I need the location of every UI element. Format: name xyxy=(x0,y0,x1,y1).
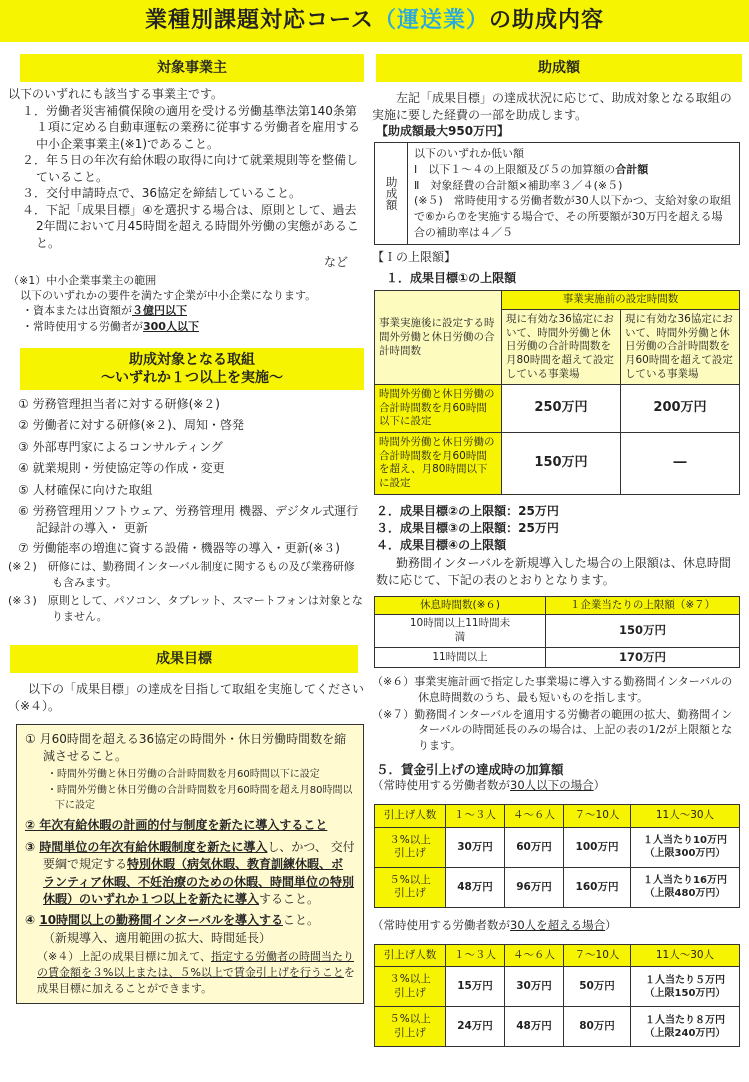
target-item-2: ２．年５日の年次有給休暇の取得に向けて就業規則等を整備していること。 xyxy=(22,153,359,184)
title-suffix: の助成内容 xyxy=(488,8,604,33)
w1-row-2-v3: 160万円 xyxy=(564,867,631,907)
wage-sub-1-b: 30人以下の場合 xyxy=(510,778,594,793)
w2-header-1: １～３人 xyxy=(446,944,505,967)
t1-col-1: 現に有効な36協定において、時間外労働と休日労働の合計時間数を月80時間を超えて設定している事業場 xyxy=(502,310,621,385)
effort-item-2: ② 労働者に対する研修(※２)、周知・啓発 xyxy=(18,418,244,433)
t1-corner: 事業実施後に設定する時間外労働と休日労働の合計時間数 xyxy=(375,291,502,385)
goal-1-sub-2: ・時間外労働と休日労働の合計時間数を月60時間を超え月80時間以下に設定 xyxy=(47,785,353,811)
w1-row-1-label: ３%以上引上げ xyxy=(375,827,446,867)
effort-item-4: ④ 就業規則・労使協定等の作成・変更 xyxy=(18,461,225,476)
t1-row-1-value-2: 200万円 xyxy=(621,385,740,433)
w1-row-1-v2: 60万円 xyxy=(505,827,564,867)
goals-intro: 以下の「成果目標」の達成を目指して取組を実施してください（※４）。 xyxy=(8,681,365,713)
w1-row-1-v4-line2: （上限300万円） xyxy=(644,848,726,860)
title-prefix: 業種別課題対応コース xyxy=(145,8,374,33)
effort-item-3: ③ 外部専門家によるコンサルティング xyxy=(18,439,223,454)
sme-note-employees xyxy=(8,319,364,334)
t1-row-2-value-2: ― xyxy=(621,433,740,495)
target-item-1: １．労働者災害補償保険の適用を受ける労働基準法第140条第１項に定める自動車運転の業務に従事する労働者を雇用する中小企業事業主(※1)であること。 xyxy=(22,103,361,151)
note-6: （※６）事業実施計画で指定した事業場に導入する勤務間インターバルの休息時間数のうち、最も短いものを指します。 xyxy=(372,675,733,704)
sme-note xyxy=(8,273,364,334)
w2-row-2-v3: 80万円 xyxy=(564,1007,631,1047)
interval-limit-table xyxy=(374,596,740,669)
goal-4-text: 勤務間インターバルを新規導入した場合の上限額は、休息時間数に応じて、下記の表のとおりとなります。 xyxy=(376,555,731,588)
target-section xyxy=(8,86,364,334)
grant-line-0: 以下のいずれか低い額 xyxy=(414,146,524,160)
goal-4-sub: （新規導入、適用範囲の拡大、時間延長） xyxy=(43,930,272,945)
t1-row-2-value-1: 150万円 xyxy=(502,433,621,495)
w1-row-1-v4 xyxy=(631,827,740,867)
goal-4-part-b: こと。 xyxy=(282,913,319,928)
sme-note-capital-value: ３億円以下 xyxy=(132,304,187,318)
goal-1-sub-1: ・時間外労働と休日労働の合計時間数を月60時間以下に設定 xyxy=(47,768,320,780)
page-title xyxy=(0,0,749,42)
w2-header-3: ７～10人 xyxy=(564,944,631,967)
w2-header-0: 引上げ人数 xyxy=(375,944,446,967)
goals-note-4-b: 指定する労働者の時間当たりの賃金額を３%以上または、５%以上で賃金引上げを行うこと xyxy=(37,950,354,979)
w2-row-1-v4-line1: １人当たり５万円 xyxy=(645,974,725,986)
w2-row-1-v3: 50万円 xyxy=(564,967,631,1007)
w1-row-2-v2: 96万円 xyxy=(505,867,564,907)
t1-row-1-label: 時間外労働と休日労働の合計時間数を月60時間以下に設定 xyxy=(375,385,502,433)
w2-header-4: 11人～30人 xyxy=(631,944,740,967)
effort-item-5: ⑤ 人材確保に向けた取組 xyxy=(18,482,153,497)
t2-row-2-value: 170万円 xyxy=(546,647,740,668)
w2-row-2-label: ５%以上引上げ xyxy=(375,1007,446,1047)
w1-row-1-v3: 100万円 xyxy=(564,827,631,867)
goal-3-limit: ３．成果目標③の上限額：25万円 xyxy=(376,521,559,536)
w2-header-2: ４～６人 xyxy=(505,944,564,967)
note-7: （※７）勤務間インターバルを適用する労働者の範囲の拡大、勤務間インターバルの時間延長のみの場合は、上記の表の1/2が上限額となります。 xyxy=(372,707,733,752)
wage-sub-2-c: ） xyxy=(605,917,617,932)
t1-row-2-label: 時間外労働と休日労働の合計時間数を月60時間を超え、月80時間以下に設定 xyxy=(375,433,502,495)
w1-row-1-v1: 30万円 xyxy=(446,827,505,867)
w1-header-0: 引上げ人数 xyxy=(375,805,446,828)
effort-item-1: ① 労務管理担当者に対する研修(※２) xyxy=(18,397,220,412)
goal-3-part-b: し、かつ、 交付要綱で規定する xyxy=(43,839,355,872)
target-intro: 以下のいずれにも該当する事業主です。 xyxy=(8,87,224,101)
sme-note-capital xyxy=(8,303,364,318)
sme-note-employees-label: ・常時使用する労働者が xyxy=(22,319,143,333)
w1-header-1: １～３人 xyxy=(446,805,505,828)
w2-row-1-v4 xyxy=(631,967,740,1007)
sme-note-employees-value: 300人以下 xyxy=(143,319,199,333)
sme-note-body: 以下のいずれかの要件を満たす企業が中小企業になります。 xyxy=(20,289,317,303)
goal-3-num: ③ xyxy=(25,839,40,854)
goal-2: ② 年次有給休暇の計画的付与制度を新たに導入すること xyxy=(25,818,328,833)
w1-header-2: ４～６人 xyxy=(505,805,564,828)
sme-note-title: （※1）中小企業事業主の範囲 xyxy=(8,274,157,288)
goals-note-4 xyxy=(25,949,355,997)
goals-note-4-c: を成果目標に加えることができます。 xyxy=(37,966,355,995)
target-nado: など xyxy=(323,255,348,270)
sme-note-capital-label: ・資本または出資額が xyxy=(22,304,132,318)
goals-heading: 成果目標 xyxy=(10,645,358,673)
w1-header-3: ７～10人 xyxy=(564,805,631,828)
goal-3 xyxy=(25,839,355,909)
goals-note-4-a: （※４）上記の成果目標に加えて、 xyxy=(37,950,211,964)
grant-line-1-a: Ⅰ 以下１～４の上限額及び５の加算額の xyxy=(414,162,616,176)
grant-intro: 左記「成果目標」の達成状況に応じて、助成対象となる取組の実施に要した経費の一部を助成します。 xyxy=(372,91,732,122)
t2-row-2-label: 11時間以上 xyxy=(375,647,546,668)
goal-1: ① 月60時間を超える36協定の時間外・休日労働時間数を縮減させること。 xyxy=(25,732,347,764)
wage-sub-2 xyxy=(372,918,742,934)
t1-col-2: 現に有効な36協定において、時間外労働と休日労働の合計時間数を月60時間を超えて設定している事業場 xyxy=(621,310,740,385)
grant-note-5: (※５) 常時使用する労働者数が30人以下かつ、支給対象の取組で⑥から⑦を実施する場合で、その所要額が30万円を超える場合の補助率は４／５ xyxy=(414,194,732,240)
wage-sub-2-a: （常時使用する労働者数が xyxy=(372,917,510,932)
wage-sub-1-a: （常時使用する労働者数が xyxy=(372,778,510,793)
t2-row-1-value: 150万円 xyxy=(546,615,740,647)
t2-header-2: １企業当たりの上限額（※７） xyxy=(546,596,740,615)
t1-top-header: 事業実施前の設定時間数 xyxy=(502,291,740,310)
right-column xyxy=(372,54,742,1047)
left-column xyxy=(8,54,364,1004)
grant-line-1 xyxy=(414,162,733,178)
w1-row-2-v1: 48万円 xyxy=(446,867,505,907)
goal-2-limit: ２．成果目標②の上限額：25万円 xyxy=(376,503,559,518)
grant-max: 【助成額最大950万円】 xyxy=(376,124,510,139)
goals-box xyxy=(16,724,364,1004)
target-heading: 対象事業主 xyxy=(20,54,364,82)
grant-heading: 助成額 xyxy=(376,54,742,82)
w2-row-1-label: ３%以上引上げ xyxy=(375,967,446,1007)
t2-row-1-label: 10時間以上11時間未満 xyxy=(375,615,546,647)
goal-3-part-d: すること。 xyxy=(259,891,320,906)
goal-3-part-c: 特別休暇（病気休暇、教育訓練休暇、ボランティア休暇、不妊治療のための休暇、時間単位の特別休暇）のいずれか１つ以上を新たに導入 xyxy=(43,857,355,906)
w2-row-1-v4-line2: （上限150万円） xyxy=(644,987,726,999)
other-limits xyxy=(372,503,742,590)
efforts-heading-line1: 助成対象となる取組 xyxy=(129,351,255,368)
goal-4-limit: ４．成果目標④の上限額 xyxy=(376,538,507,553)
w1-row-1-v4-line1: １人当たり10万円 xyxy=(643,835,727,847)
efforts-heading-line2: ～いずれか１つ以上を実施～ xyxy=(101,369,283,386)
t2-header-1: 休息時間数(※６) xyxy=(375,596,546,615)
efforts-heading xyxy=(20,348,364,390)
grant-label-cell xyxy=(375,142,408,245)
goal-4 xyxy=(25,912,355,929)
wage-sub-1-c: ） xyxy=(593,778,606,793)
effort-item-6: ⑥ 労務管理用ソフトウェア、労務管理用 機器、デジタル式運行記録計の導入・ 更新 xyxy=(18,504,359,536)
target-item-3: ３．交付申請時点で、36協定を締結していること。 xyxy=(22,186,302,201)
w1-row-2-v4-line2: （上限480万円） xyxy=(644,888,726,900)
w2-row-1-v2: 30万円 xyxy=(505,967,564,1007)
efforts-note-2: (※２) 研修には、勤務間インターバル制度に関するもの及び業務研修も含みます。 xyxy=(8,560,355,590)
w1-row-2-v4-line1: １人当たり16万円 xyxy=(643,875,727,887)
goal-1-limit-title: １．成果目標①の上限額 xyxy=(386,270,517,285)
efforts-note-3: (※３) 原則として、パソコン、タブレット、スマートフォンは対象となりません。 xyxy=(8,594,363,624)
w2-row-2-v1: 24万円 xyxy=(446,1007,505,1047)
w1-row-2-v4 xyxy=(631,867,740,907)
wage-sub-2-b: 30人を超える場合 xyxy=(510,917,606,932)
w1-row-2-label: ５%以上引上げ xyxy=(375,867,446,907)
w2-row-1-v1: 15万円 xyxy=(446,967,505,1007)
w1-header-4: 11人～30人 xyxy=(631,805,740,828)
w2-row-2-v4-line2: （上限240万円） xyxy=(644,1027,726,1039)
w2-row-2-v2: 48万円 xyxy=(505,1007,564,1047)
wage-title: ５．賃金引上げの達成時の加算額 xyxy=(376,762,564,778)
goal-1-limit-table xyxy=(374,290,740,494)
grant-formula-cell xyxy=(408,142,740,245)
w2-row-2-v4 xyxy=(631,1007,740,1047)
target-item-4: ４．下記「成果目標」④を選択する場合は、原則として、過去2年間において月45時間を超える時間外労働の実態があること。 xyxy=(22,202,359,250)
limits-heading: 【Ｉの上限額】 xyxy=(372,250,457,265)
goal-4-part-a: 10時間以上の勤務間インターバルを導入する xyxy=(39,913,283,928)
grant-formula-table xyxy=(374,142,740,246)
efforts-list xyxy=(8,396,364,625)
effort-item-7: ⑦ 労働能率の増進に資する設備・機器等の導入・更新(※３) xyxy=(18,540,340,555)
grant-line-1-b: 合計額 xyxy=(615,162,649,176)
goal-4-num: ④ xyxy=(25,913,40,928)
t1-row-1-value-1: 250万円 xyxy=(502,385,621,433)
title-highlight: （運送業） xyxy=(373,8,489,33)
wage-table-large xyxy=(374,944,740,1048)
goal-3-part-a: 時間単位の年次有給休暇制度を新たに導入 xyxy=(39,839,268,854)
w2-row-2-v4-line1: １人当たり８万円 xyxy=(645,1014,725,1026)
wage-sub-1 xyxy=(372,778,742,794)
grant-label: 助成額 xyxy=(384,176,399,211)
grant-line-2: Ⅱ 対象経費の合計額×補助率３／４(※５) xyxy=(414,178,623,192)
wage-table-small xyxy=(374,804,740,908)
